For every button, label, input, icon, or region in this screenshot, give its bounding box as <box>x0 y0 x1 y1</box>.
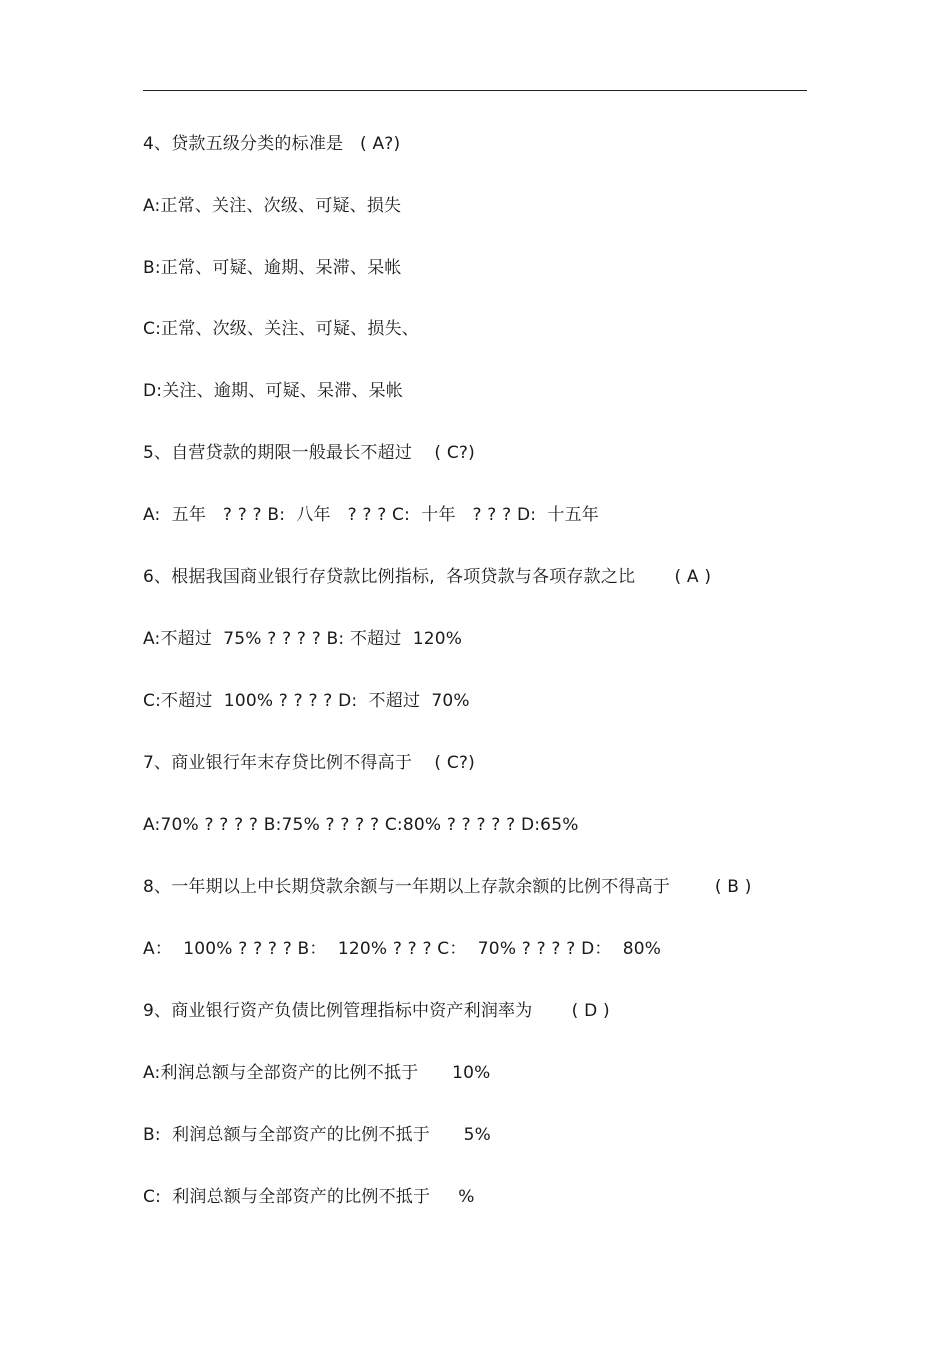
q9-option-c: C: 利润总额与全部资产的比例不抵于 % <box>143 1187 475 1207</box>
header-rule <box>143 90 807 91</box>
q4-option-a: A:正常、关注、次级、可疑、损失 <box>143 196 402 216</box>
q6-options-ab: A:不超过 75% ? ? ? ? B: 不超过 120% <box>143 629 463 649</box>
q8-options: A： 100% ? ? ? ? B： 120% ? ? ? C： 70% ? ? ? ? D： 80% <box>143 939 662 959</box>
q6-options-cd: C:不超过 100% ? ? ? ? D: 不超过 70% <box>143 691 470 711</box>
q9-option-a: A:利润总额与全部资产的比例不抵于 10% <box>143 1063 491 1083</box>
q4-option-d: D:关注、逾期、可疑、呆滞、呆帐 <box>143 381 404 401</box>
question-5: 5、自营贷款的期限一般最长不超过 ( C?) <box>143 443 475 463</box>
question-9: 9、商业银行资产负债比例管理指标中资产利润率为 ( D ) <box>143 1001 610 1021</box>
q7-options: A:70% ? ? ? ? B:75% ? ? ? ? C:80% ? ? ? ? ? D:65% <box>143 815 579 835</box>
q4-option-b: B:正常、可疑、逾期、呆滞、呆帐 <box>143 258 402 278</box>
question-4: 4、贷款五级分类的标准是 ( A?) <box>143 134 401 154</box>
question-8: 8、一年期以上中长期贷款余额与一年期以上存款余额的比例不得高于 ( B ) <box>143 877 752 897</box>
question-6: 6、根据我国商业银行存贷款比例指标, 各项贷款与各项存款之比 ( A ) <box>143 567 712 587</box>
q5-options: A: 五年 ? ? ? B: 八年 ? ? ? C: 十年 ? ? ? D: 十五年 <box>143 505 599 525</box>
q4-option-c: C:正常、次级、关注、可疑、损失、 <box>143 319 419 339</box>
question-7: 7、商业银行年末存贷比例不得高于 ( C?) <box>143 753 475 773</box>
q9-option-b: B: 利润总额与全部资产的比例不抵于 5% <box>143 1125 491 1145</box>
